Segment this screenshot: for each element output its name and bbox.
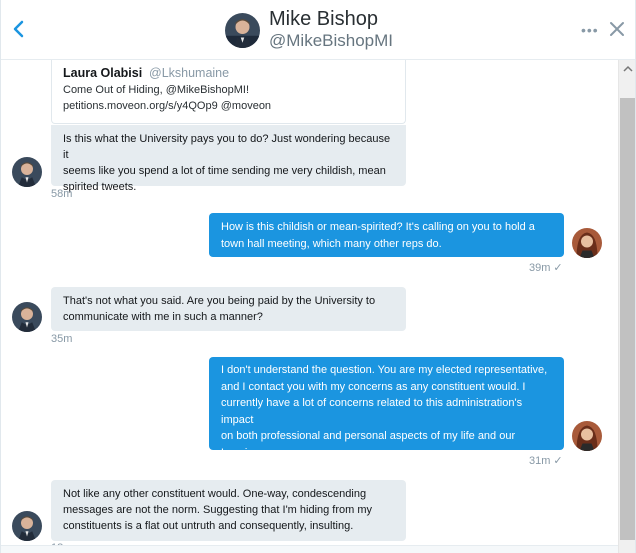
message-bubble-incoming xyxy=(51,287,406,331)
header-avatar[interactable] xyxy=(225,13,260,48)
message-line: How is this childish or mean-spirited? It's calling on you to hold a xyxy=(221,221,535,233)
scrollbar[interactable] xyxy=(618,60,636,553)
message-bubble-outgoing xyxy=(209,213,564,257)
avatar-photo-laura xyxy=(572,421,602,451)
message-line: constituents is a flat out untruth and consequently, insulting. xyxy=(63,520,354,532)
message-timestamp xyxy=(529,261,563,274)
message-timestamp xyxy=(529,454,563,467)
scrollbar-thumb[interactable] xyxy=(620,98,635,540)
close-icon xyxy=(608,18,626,40)
close-button[interactable] xyxy=(608,18,626,40)
quoted-tweet-author-name: Laura Olabisi xyxy=(63,66,143,80)
message-timestamp: 35m xyxy=(51,333,73,345)
message-line: spirited tweets. xyxy=(63,181,137,193)
read-check-icon: ✓ xyxy=(553,262,563,274)
message-line: town hall meeting, which many other reps do. xyxy=(221,237,442,250)
message-line: seems like you spend a lot of time sending me very childish, mean xyxy=(63,165,386,177)
message-list[interactable] xyxy=(1,60,619,553)
avatar-photo-laura xyxy=(572,228,602,258)
avatar-photo-mike xyxy=(12,157,42,187)
timestamp-text: 39m xyxy=(529,262,551,274)
message-line: currently have a lot of concerns related to this administration's impact xyxy=(221,397,523,426)
own-avatar[interactable] xyxy=(572,421,602,451)
message-line: Is this what the University pays you to do? Just wondering because it xyxy=(63,133,391,161)
quoted-tweet-text: Come Out of Hiding, @MikeBishopMI! xyxy=(63,84,250,96)
message-line: Not like any other constituent would. One-way, condescending xyxy=(63,488,367,500)
sender-avatar[interactable] xyxy=(12,511,42,541)
header-name[interactable]: Mike Bishop xyxy=(269,8,378,30)
message-line: That's not what you said. Are you being paid by the University to xyxy=(63,295,376,307)
message-bubble-incoming xyxy=(51,480,406,541)
composer-edge xyxy=(1,545,618,553)
message-line: on both professional and personal aspects of my life and our Lansing xyxy=(221,430,516,459)
message-bubble-incoming xyxy=(51,125,406,193)
message-line: and I contact you with my concerns as any constituent would. I xyxy=(221,380,526,393)
avatar-photo-mike xyxy=(12,302,42,332)
message-line: I don't understand the question. You are my elected representative, xyxy=(221,364,548,376)
conversation-header xyxy=(1,0,636,60)
message-line: community. xyxy=(221,463,277,475)
message-line: messages are not the norm. Suggesting that I'm hiding from my xyxy=(63,504,373,516)
avatar-photo-mike xyxy=(225,13,260,48)
sender-avatar[interactable] xyxy=(12,302,42,332)
more-dots-icon[interactable]: ••• xyxy=(581,22,599,38)
own-avatar[interactable] xyxy=(572,228,602,258)
timestamp-text: 31m xyxy=(529,455,551,467)
back-button[interactable] xyxy=(7,16,29,42)
quoted-tweet-card[interactable] xyxy=(51,60,406,124)
message-line: communicate with me in such a manner? xyxy=(63,311,263,323)
read-check-icon: ✓ xyxy=(553,455,563,467)
quoted-tweet-link[interactable]: petitions.moveon.org/s/y4QOp9 @moveon xyxy=(63,100,272,112)
scroll-up-arrow-icon[interactable] xyxy=(619,62,636,76)
message-timestamp: 58m xyxy=(51,188,73,200)
chevron-left-icon xyxy=(7,16,29,42)
header-handle[interactable]: @MikeBishopMI xyxy=(269,31,394,50)
quoted-tweet-author-handle: @Lkshumaine xyxy=(149,66,230,80)
sender-avatar[interactable] xyxy=(12,157,42,187)
avatar-photo-mike xyxy=(12,511,42,541)
